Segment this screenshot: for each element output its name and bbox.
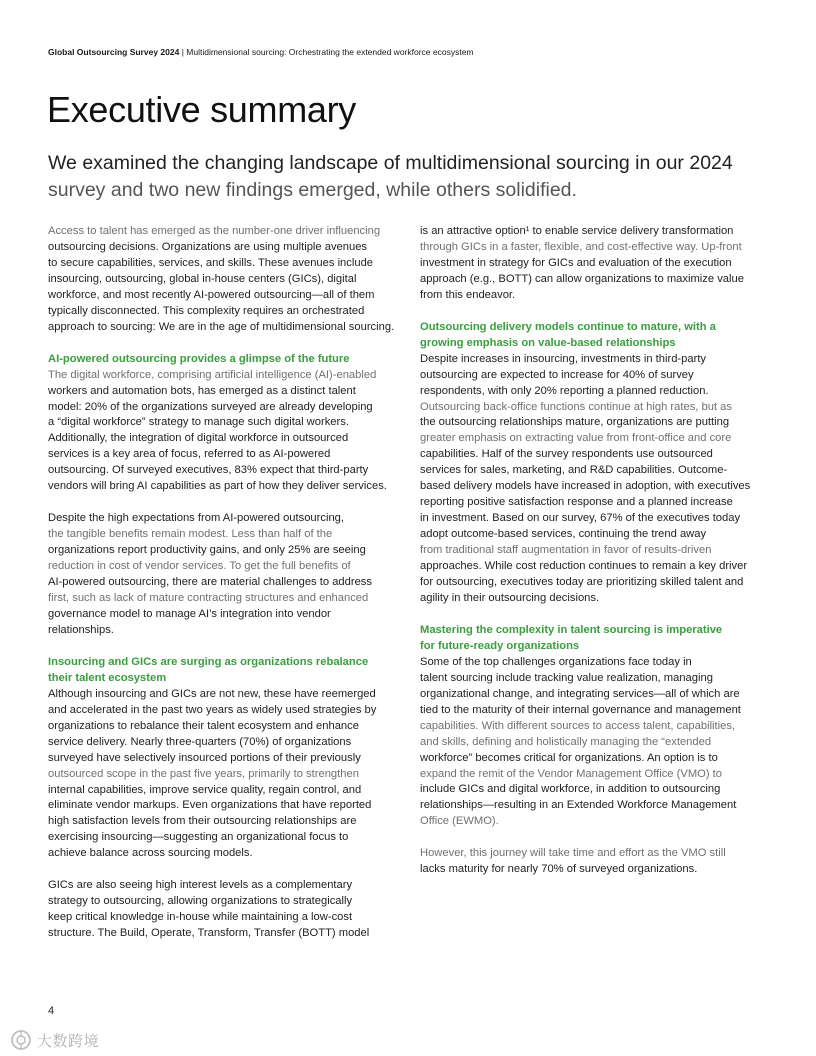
text-line: tied to the maturity of their internal governance and management (420, 703, 741, 716)
text-line: achieve balance across sourcing models. (48, 847, 253, 860)
text-line: the tangible benefits remain modest. Less than half of the (48, 528, 333, 541)
text-line: outsourcing are expected to increase for 40% of survey (420, 368, 694, 381)
page-title: Executive summary (47, 89, 356, 130)
text-line: Despite the high expectations from AI-powered outsourcing, (48, 512, 345, 525)
text-line: workers and automation bots, has emerged as a distinct talent (48, 384, 356, 397)
text-line: Outsourcing back-office functions continue at high rates, but as (420, 400, 732, 413)
text-line: workforce” becomes critical for organizations. An option is to (420, 751, 718, 764)
text-line: approaches. While cost reduction continues to remain a key driver (420, 560, 748, 573)
text-line: and accelerated in the past two years as widely used strategies by (48, 703, 377, 716)
text-line: structure. The Build, Operate, Transform, Transfer (BOTT) model (48, 927, 370, 940)
text-line: adopt outcome-based services, continuing the trend away (420, 528, 707, 541)
report-name: Global Outsourcing Survey 2024 (48, 47, 180, 57)
section-heading-line: for future-ready organizations (420, 639, 580, 652)
watermark-logo-icon (10, 1029, 32, 1051)
paragraph (420, 846, 770, 878)
section-heading-line: their talent ecosystem (48, 671, 167, 684)
text-line: capabilities. With different sources to access talent, capabilities, (420, 719, 736, 732)
text-line: in investment. Based on our survey, 67% of the executives today (420, 512, 741, 525)
left-column (48, 224, 400, 958)
text-line: relationships—resulting in an Extended Workforce Management (420, 799, 737, 812)
text-line: high satisfaction levels from their outsourcing relationships are (48, 815, 357, 828)
text-line: relationships. (48, 623, 114, 636)
text-line: AI-powered outsourcing, there are material challenges to address (48, 576, 372, 589)
section (420, 623, 770, 830)
paragraph (48, 224, 400, 336)
text-line: talent sourcing include tracking value realization, managing (420, 671, 713, 684)
text-line: first, such as lack of mature contracting structures and enhanced (48, 592, 369, 605)
text-line: reporting positive satisfaction response and a planned increase (420, 496, 733, 509)
text-line: internal capabilities, improve service quality, regain control, and (48, 783, 362, 796)
text-line: approach to sourcing: We are in the age of multidimensional sourcing. (48, 320, 395, 333)
text-line: investment in strategy for GICs and evaluation of the execution (420, 256, 732, 269)
paragraph (420, 224, 770, 304)
report-subtitle: Multidimensional sourcing: Orchestrating the extended workforce ecosystem (186, 47, 474, 57)
text-line: organizational change, and integrating services—all of which are (420, 687, 740, 700)
intro-line-2: survey and two new findings emerged, while others solidified. (48, 178, 577, 201)
text-line: strategy to outsourcing, allowing organizations to strategically (48, 895, 353, 908)
text-line: typically disconnected. This complexity requires an orchestrated (48, 304, 365, 317)
text-line: from this endeavor. (420, 288, 516, 301)
text-line: services for sales, marketing, and R&D capabilities. Outcome- (420, 464, 728, 477)
text-line: keep critical knowledge in-house while maintaining a low-cost (48, 911, 353, 924)
header-separator: | (179, 47, 187, 57)
text-line: However, this journey will take time and effort as the VMO still (420, 847, 726, 860)
text-line: vendors will bring AI capabilities as part of how they deliver services. (48, 480, 387, 493)
text-line: include GICs and digital workforce, in addition to outsourcing (420, 783, 721, 796)
section (48, 655, 400, 862)
section-heading-line: Outsourcing delivery models continue to mature, with a (420, 320, 716, 333)
text-line: workforce, and most recently AI-powered outsourcing—all of them (48, 288, 375, 301)
text-line: organizations to rebalance their talent ecosystem and enhance (48, 719, 359, 732)
paragraph (48, 511, 400, 639)
text-line: reduction in cost of vendor services. To get the full benefits of (48, 560, 351, 573)
text-line: based delivery models have increased in adoption, with executives (420, 480, 751, 493)
right-column (420, 224, 770, 894)
text-line: outsourcing. Of surveyed executives, 83% expect that third-party (48, 464, 369, 477)
intro-statement (48, 150, 748, 203)
text-line: exercising insourcing—suggesting an organizational focus to (48, 831, 349, 844)
text-line: respondents, with only 20% reporting a planned reduction. (420, 384, 709, 397)
text-line: The digital workforce, comprising artificial intelligence (AI)-enabled (48, 368, 377, 381)
text-line: the outsourcing relationships mature, organizations are putting (420, 416, 730, 429)
text-line: service delivery. Nearly three-quarters (70%) of organizations (48, 735, 352, 748)
text-line: lacks maturity for nearly 70% of surveyed organizations. (420, 863, 698, 876)
watermark-text: 大数跨境 (37, 1032, 100, 1050)
text-line: insourcing, outsourcing, global in-house centers (GICs), digital (48, 272, 357, 285)
intro-line-1: We examined the changing landscape of multidimensional sourcing in our 2024 (48, 152, 733, 174)
text-line: organizations report productivity gains, and only 25% are seeing (48, 544, 366, 557)
text-line: Some of the top challenges organizations face today in (420, 655, 692, 668)
text-line: Access to talent has emerged as the number-one driver influencing (48, 225, 381, 237)
text-line: model: 20% of the organizations surveyed are already developing (48, 400, 373, 413)
text-line: eliminate vendor markups. Even organizations that have reported (48, 799, 372, 812)
section-heading-line: Insourcing and GICs are surging as organizations rebalance (48, 655, 369, 668)
section-heading-line: growing emphasis on value-based relationships (420, 336, 676, 349)
page-number: 4 (48, 1005, 55, 1017)
text-line: governance model to manage AI’s integration into vendor (48, 607, 331, 620)
section-heading-line: AI-powered outsourcing provides a glimpse of the future (48, 352, 350, 365)
text-line: outsourcing decisions. Organizations are using multiple avenues (48, 240, 368, 253)
running-header (48, 47, 474, 58)
text-line: Although insourcing and GICs are not new, these have reemerged (48, 687, 376, 700)
text-line: approach (e.g., BOTT) can allow organizations to maximize value (420, 272, 744, 285)
text-line: greater emphasis on extracting value from front-office and core (420, 432, 732, 445)
text-line: through GICs in a faster, flexible, and cost-effective way. Up-front (420, 240, 742, 253)
text-line: for outsourcing, executives today are prioritizing skilled talent and (420, 576, 744, 589)
text-line: Despite increases in insourcing, investments in third-party (420, 352, 707, 365)
text-line: is an attractive option¹ to enable service delivery transformation (420, 225, 734, 237)
text-line: Additionally, the integration of digital workforce in outsourced (48, 432, 349, 445)
section-heading-line: Mastering the complexity in talent sourcing is imperative (420, 623, 723, 636)
text-line: from traditional staff augmentation in favor of results-driven (420, 544, 712, 557)
watermark (10, 1029, 114, 1051)
text-line: surveyed have selectively insourced portions of their previously (48, 751, 361, 764)
text-line: to secure capabilities, services, and skills. These avenues include (48, 256, 374, 269)
text-line: Office (EWMO). (420, 815, 499, 828)
text-line: services is a key area of focus, referred to as AI-powered (48, 448, 331, 461)
text-line: agility in their outsourcing decisions. (420, 591, 600, 604)
text-line: outsourced scope in the past five years, primarily to strengthen (48, 767, 359, 780)
text-line: a “digital workforce” strategy to manage such digital workers. (48, 416, 349, 429)
paragraph (48, 878, 400, 942)
text-line: expand the remit of the Vendor Management Office (VMO) to (420, 767, 723, 780)
section (420, 320, 770, 607)
text-line: capabilities. Half of the survey respondents use outsourced (420, 448, 713, 461)
section (48, 352, 400, 496)
text-line: and skills, defining and holistically managing the “extended (420, 735, 712, 748)
text-line: GICs are also seeing high interest levels as a complementary (48, 879, 353, 892)
